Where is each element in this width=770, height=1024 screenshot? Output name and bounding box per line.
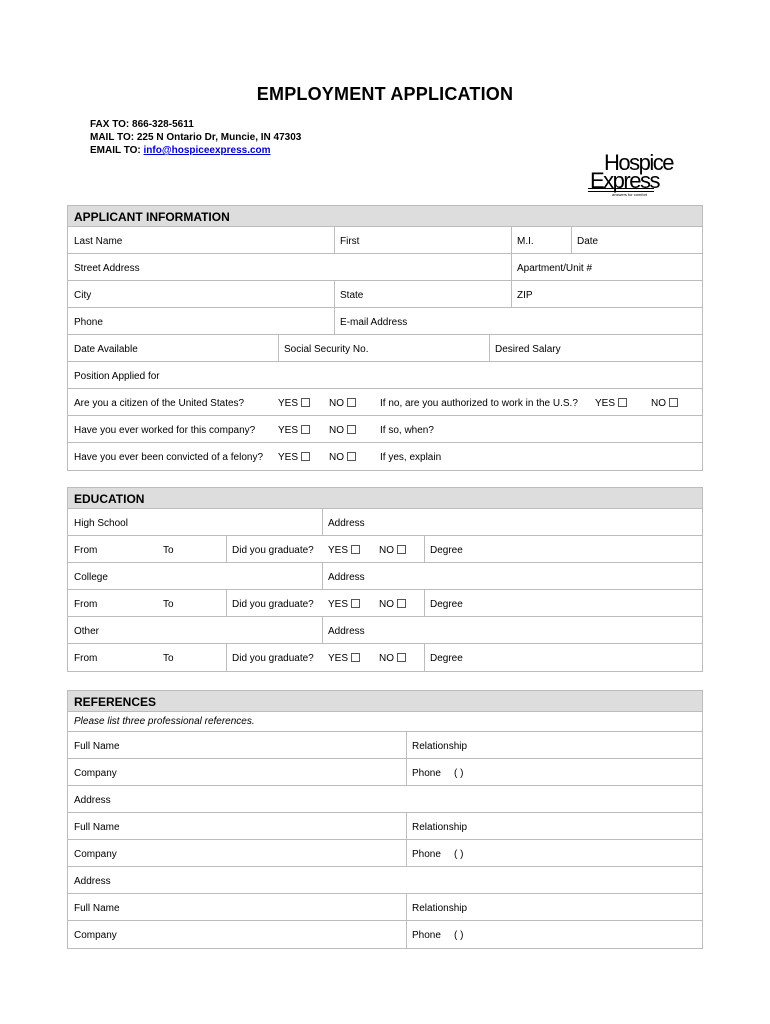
other-grad-no[interactable]: [373, 644, 406, 671]
ref1-name-row: [68, 732, 702, 759]
authorized-question: If no, are you authorized to work in the U.S.?: [380, 398, 578, 409]
no-label: NO: [329, 398, 344, 409]
ref2-company-field[interactable]: Company: [74, 849, 117, 860]
ref2-full-name-field[interactable]: Full Name: [74, 822, 120, 833]
checkbox[interactable]: [301, 425, 310, 434]
references-heading: REFERENCES: [68, 691, 702, 712]
citizen-yes[interactable]: [272, 389, 310, 415]
no-label: NO: [379, 599, 394, 610]
checkbox[interactable]: [397, 599, 406, 608]
other-graduate-question: Did you graduate?: [232, 653, 314, 664]
yes-label: YES: [278, 425, 299, 436]
yes-label: YES: [328, 599, 349, 610]
checkbox[interactable]: [351, 653, 360, 662]
email-label: EMAIL TO:: [90, 145, 141, 156]
ref2-relationship-field[interactable]: Relationship: [412, 822, 468, 833]
ref1-address-field[interactable]: Address: [74, 795, 111, 806]
no-label: NO: [651, 398, 666, 409]
other-to-field[interactable]: To: [163, 653, 174, 664]
name-row: [68, 227, 702, 254]
ref2-phone-label: Phone: [412, 849, 441, 860]
last-name-field[interactable]: Last Name: [74, 236, 123, 247]
explain-question[interactable]: If yes, explain: [380, 452, 442, 463]
ref1-company-field[interactable]: Company: [74, 768, 117, 779]
hospice-express-logo: [588, 150, 680, 196]
hs-graduate-question: Did you graduate?: [232, 545, 314, 556]
yes-label: YES: [278, 398, 299, 409]
felony-yes[interactable]: [272, 443, 310, 470]
no-label: NO: [379, 545, 394, 556]
apt-field[interactable]: Apartment/Unit #: [517, 263, 593, 274]
college-degree-field[interactable]: Degree: [430, 599, 463, 610]
college-field[interactable]: College: [74, 572, 108, 583]
worked-row: [68, 416, 702, 443]
applicant-heading: APPLICANT INFORMATION: [68, 206, 702, 227]
checkbox[interactable]: [347, 425, 356, 434]
yes-label: YES: [328, 545, 349, 556]
ref3-company-row: [68, 921, 702, 948]
instruction-row: [68, 712, 702, 732]
ref1-full-name-field[interactable]: Full Name: [74, 741, 120, 752]
worked-question: Have you ever worked for this company?: [74, 425, 256, 436]
email-field[interactable]: E-mail Address: [340, 317, 408, 328]
checkbox[interactable]: [301, 398, 310, 407]
ref3-phone-field[interactable]: ( ): [454, 930, 464, 941]
applicant-section: [67, 205, 703, 471]
ref2-address-field[interactable]: Address: [74, 876, 111, 887]
authorized-no[interactable]: [645, 389, 678, 415]
street-field[interactable]: Street Address: [74, 263, 140, 274]
no-label: NO: [329, 452, 344, 463]
ref3-company-field[interactable]: Company: [74, 930, 117, 941]
ref2-company-row: [68, 840, 702, 867]
ref1-address-row: [68, 786, 702, 813]
high-school-field[interactable]: High School: [74, 518, 128, 529]
salary-field[interactable]: Desired Salary: [495, 344, 561, 355]
other-degree-field[interactable]: Degree: [430, 653, 463, 664]
first-name-field[interactable]: First: [340, 236, 360, 247]
city-field[interactable]: City: [74, 290, 92, 301]
checkbox[interactable]: [351, 545, 360, 554]
felony-question: Have you ever been convicted of a felony?: [74, 452, 264, 463]
checkbox[interactable]: [351, 599, 360, 608]
other-grad-yes[interactable]: [322, 644, 360, 671]
college-to-field[interactable]: To: [163, 599, 174, 610]
logo-line1: Hospice: [604, 150, 673, 175]
ref3-full-name-field[interactable]: Full Name: [74, 903, 120, 914]
college-from-field[interactable]: From: [74, 599, 98, 610]
zip-field[interactable]: ZIP: [517, 290, 533, 301]
date-field[interactable]: Date: [577, 236, 599, 247]
hs-degree-field[interactable]: Degree: [430, 545, 463, 556]
college-row: [68, 563, 702, 590]
education-heading: EDUCATION: [68, 488, 702, 509]
ref2-name-row: [68, 813, 702, 840]
other-row: [68, 617, 702, 644]
logo-tagline: answers for comfort: [612, 192, 648, 197]
references-section: [67, 690, 703, 949]
no-label: NO: [379, 653, 394, 664]
ref3-relationship-field[interactable]: Relationship: [412, 903, 468, 914]
hs-grad-no[interactable]: [373, 536, 406, 562]
hs-from-field[interactable]: From: [74, 545, 98, 556]
no-label: NO: [329, 425, 344, 436]
college-graduate-question: Did you graduate?: [232, 599, 314, 610]
ref3-name-row: [68, 894, 702, 921]
felony-no[interactable]: [323, 443, 356, 470]
other-from-field[interactable]: From: [74, 653, 98, 664]
date-available-field[interactable]: Date Available: [74, 344, 138, 355]
college-address-field[interactable]: Address: [328, 572, 365, 583]
citizen-no[interactable]: [323, 389, 356, 415]
hs-address-field[interactable]: Address: [328, 518, 365, 529]
state-field[interactable]: State: [340, 290, 364, 301]
ssn-field[interactable]: Social Security No.: [284, 344, 369, 355]
citizen-question: Are you a citizen of the United States?: [74, 398, 245, 409]
phone-row: [68, 308, 702, 335]
checkbox[interactable]: [669, 398, 678, 407]
ref1-phone-label: Phone: [412, 768, 441, 779]
email-line: [90, 144, 301, 157]
ref3-phone-label: Phone: [412, 930, 441, 941]
position-field[interactable]: Position Applied for: [74, 371, 160, 382]
yes-label: YES: [595, 398, 616, 409]
references-instruction: Please list three professional references.: [74, 716, 255, 727]
yes-label: YES: [278, 452, 299, 463]
felony-row: [68, 443, 702, 470]
ref1-phone-field[interactable]: ( ): [454, 768, 464, 779]
hs-grad-yes[interactable]: [322, 536, 360, 562]
authorized-yes[interactable]: [589, 389, 627, 415]
availability-row: [68, 335, 702, 362]
worked-no[interactable]: [323, 416, 356, 442]
city-row: [68, 281, 702, 308]
other-address-field[interactable]: Address: [328, 626, 365, 637]
other-field[interactable]: Other: [74, 626, 100, 637]
ref1-relationship-field[interactable]: Relationship: [412, 741, 468, 752]
citizen-row: [68, 389, 702, 416]
page-title: EMPLOYMENT APPLICATION: [256, 84, 514, 104]
college-grad-yes[interactable]: [322, 590, 360, 616]
checkbox[interactable]: [397, 653, 406, 662]
yes-label: YES: [328, 653, 349, 664]
phone-field[interactable]: Phone: [74, 317, 103, 328]
mi-field[interactable]: M.I.: [517, 236, 534, 247]
ref2-phone-field[interactable]: ( ): [454, 849, 464, 860]
checkbox[interactable]: [347, 398, 356, 407]
other-dates-row: [68, 644, 702, 671]
ref2-address-row: [68, 867, 702, 894]
mail-line: MAIL TO: 225 N Ontario Dr, Muncie, IN 47303: [90, 132, 302, 143]
high-school-row: [68, 509, 702, 536]
college-grad-no[interactable]: [373, 590, 406, 616]
fax-line: FAX TO: 866-328-5611: [90, 119, 194, 130]
checkbox[interactable]: [301, 452, 310, 461]
ref1-company-row: [68, 759, 702, 786]
hs-dates-row: [68, 536, 702, 563]
position-row: [68, 362, 702, 389]
checkbox[interactable]: [618, 398, 627, 407]
worked-yes[interactable]: [272, 416, 310, 442]
checkbox[interactable]: [347, 452, 356, 461]
contact-block: [90, 118, 301, 157]
education-section: [67, 487, 703, 672]
street-row: [68, 254, 702, 281]
college-dates-row: [68, 590, 702, 617]
hs-to-field[interactable]: To: [163, 545, 174, 556]
when-question[interactable]: If so, when?: [380, 425, 434, 436]
email-link[interactable]: info@hospiceexpress.com: [143, 145, 271, 156]
logo-line2: Express: [590, 168, 659, 193]
checkbox[interactable]: [397, 545, 406, 554]
